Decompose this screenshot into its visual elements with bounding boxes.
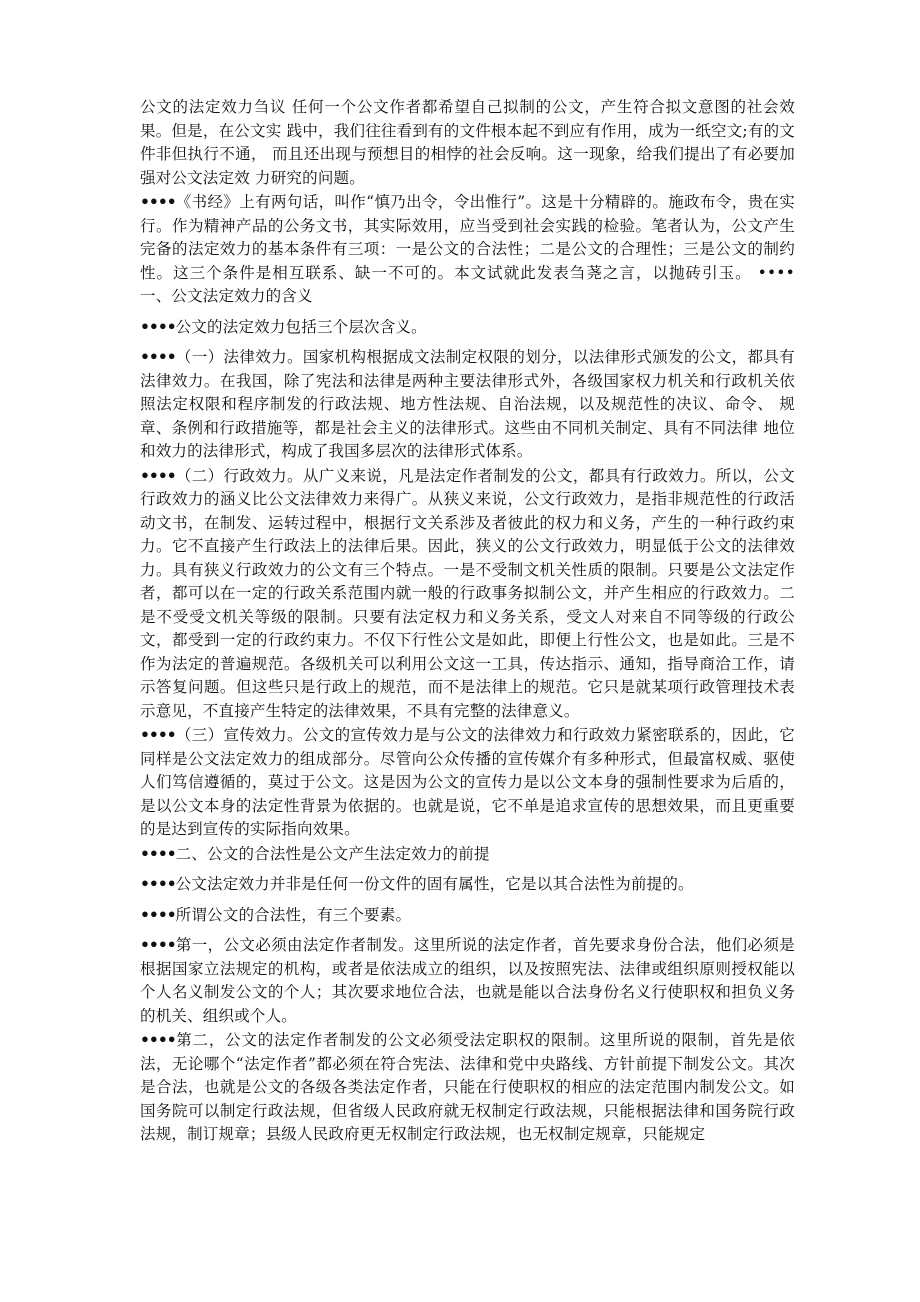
paragraph <box>140 842 795 867</box>
bullet-marker: •••• <box>140 874 176 893</box>
paragraph-text: 第二，公文的法定作者制发的公文必须受法定职权的限制。这里所说的限制，首先是依法，无论哪个“法定作者”都必须在符合宪法、法律和党中央路线、方针前提下制发公文。其次是合法，也就是公文的各级各类法定作者，只能在行使职权的相应的法定范围内制发公文。如国务院可以制定行政法规，但省级人民政府就无权制定行政法规，只能根据法律和国务院行政法规，制订规章；县级人民政府更无权制定行政法规，也无权制定规章，只能规定 <box>140 1031 795 1143</box>
paragraph <box>140 872 795 897</box>
paragraph-text: 二、公文的合法性是公文产生法定效力的前提 <box>175 844 490 863</box>
bullet-marker: •••• <box>140 935 176 954</box>
paragraph-text: 所谓公文的合法性，有三个要素。 <box>175 905 412 924</box>
paragraph <box>140 903 795 928</box>
bullet-marker: •••• <box>140 904 176 924</box>
paragraph-text: 《书经》上有两句话，叫作“慎乃出令，令出惟行”。这是十分精辟的。施政布令，贵在实行。作为精神产品的公务文书，其实际效用，应当受到社会实践的检验。笔者认为，公文产生完备的法定效力的基本条件有三项：一是公文的合法性；二是公文的合理性；三是公文的制约性。这三个条件是相互联系、缺一不可的。本文试就此发表刍荛之言，以抛砖引玉。 •••• 一、公文法定效力的含义 <box>140 193 795 305</box>
paragraph <box>140 190 795 309</box>
bullet-marker: •••• <box>140 465 176 485</box>
bullet-marker: •••• <box>140 192 176 211</box>
paragraph <box>140 345 795 464</box>
paragraph-text: （三）宣传效力。公文的宣传效力是与公文的法律效力和行政效力紧密联系的，因此，它同样是公文法定效力的组成部分。尽管向公众传播的宣传媒介有多种形式，但最富权威、驱使人们笃信遵循的，莫过于公文。这是因为公文的宣传力是以公文本身的强制性要求为后盾的，是以公文本身的法定性背景为依据的。也就是说，它不单是追求宣传的思想效果，而且更重要的是达到宣传的实际指向效果。 <box>140 726 795 838</box>
paragraph <box>140 315 795 340</box>
paragraph-text: 公文的法定效力刍议 任何一个公文作者都希望自己拟制的公文，产生符合拟文意图的社会效果。但是，在公文实 践中，我们往往看到有的文件根本起不到应有作用，成为一纸空文;有的文件非但执行不通， 而且还出现与预想目的相悖的社会反响。这一现象，给我们提出了有必要加强对公文法定效 力研究的问题。 <box>140 98 795 187</box>
paragraph-text: 公文的法定效力包括三个层次含义。 <box>175 317 427 336</box>
paragraph-text: （二）行政效力。从广义来说，凡是法定作者制发的公文，都具有行政效力。所以，公文行政效力的涵义比公文法律效力来得广。从狭义来说，公文行政效力，是指非规范性的行政活动文书，在制发、运转过程中，根据行文关系涉及者彼此的权力和义务，产生的一种行政约束力。它不直接产生行政法上的法律后果。因此，狭义的公文行政效力，明显低于公文的法律效力。具有狭义行政效力的公文有三个特点。一是不受制文机关性质的限制。只要是公文法定作者，都可以在一定的行政关系范围内就一般的行政事务拟制公文，并产生相应的行政效力。二是不受受文机关等级的限制。只要有法定权力和义务关系，受文人对来自不同等级的行政公文，都受到一定的行政约束力。不仅下行性公文是如此，即便上行性公文，也是如此。三是不作为法定的普遍规范。各级机关可以利用公文这一工具，传达指示、通知，指导商洽工作，请示答复问题。但这些只是行政上的规范，而不是法律上的规范。它只是就某项行政管理技术表示意见，不直接产生特定的法律效果，不具有完整的法律意义。 <box>140 466 795 720</box>
bullet-marker: •••• <box>140 347 176 366</box>
paragraph-text: 第一，公文必须由法定作者制发。这里所说的法定作者，首先要求身份合法，他们必须是根据国家立法规定的机构，或者是依法成立的组织，以及按照宪法、法律或组织原则授权能以个人名义制发公文的个人；其次要求地位合法，也就是能以合法身份名义行使职权和担负义务的机关、组织或个人。 <box>140 936 795 1025</box>
paragraph-text: 公文法定效力并非是任何一份文件的固有属性，它是以其合法性为前提的。 <box>175 875 694 893</box>
paragraph <box>140 723 795 842</box>
bullet-marker: •••• <box>140 1030 176 1049</box>
bullet-marker: •••• <box>140 316 176 336</box>
document-page <box>140 96 795 1147</box>
paragraph <box>140 464 795 724</box>
bullet-marker: •••• <box>140 725 176 744</box>
paragraph <box>140 1028 795 1147</box>
paragraph <box>140 933 795 1028</box>
paragraph <box>140 96 795 190</box>
bullet-marker: •••• <box>140 843 176 863</box>
paragraph-text: （一）法律效力。国家机构根据成文法制定权限的划分，以法律形式颁发的公文，都具有法律效力。在我国，除了宪法和法律是两种主要法律形式外，各级国家权力机关和行政机关依照法定权限和程序制发的行政法规、地方性法规、自治法规，以及规范性的决议、命令、 规章、条例和行政措施等，都是社会主义的法律形式。这些由不同机关制定、具有不同法律 地位和效力的法律形式，构成了我国多层次的法律形式体系。 <box>140 348 795 460</box>
